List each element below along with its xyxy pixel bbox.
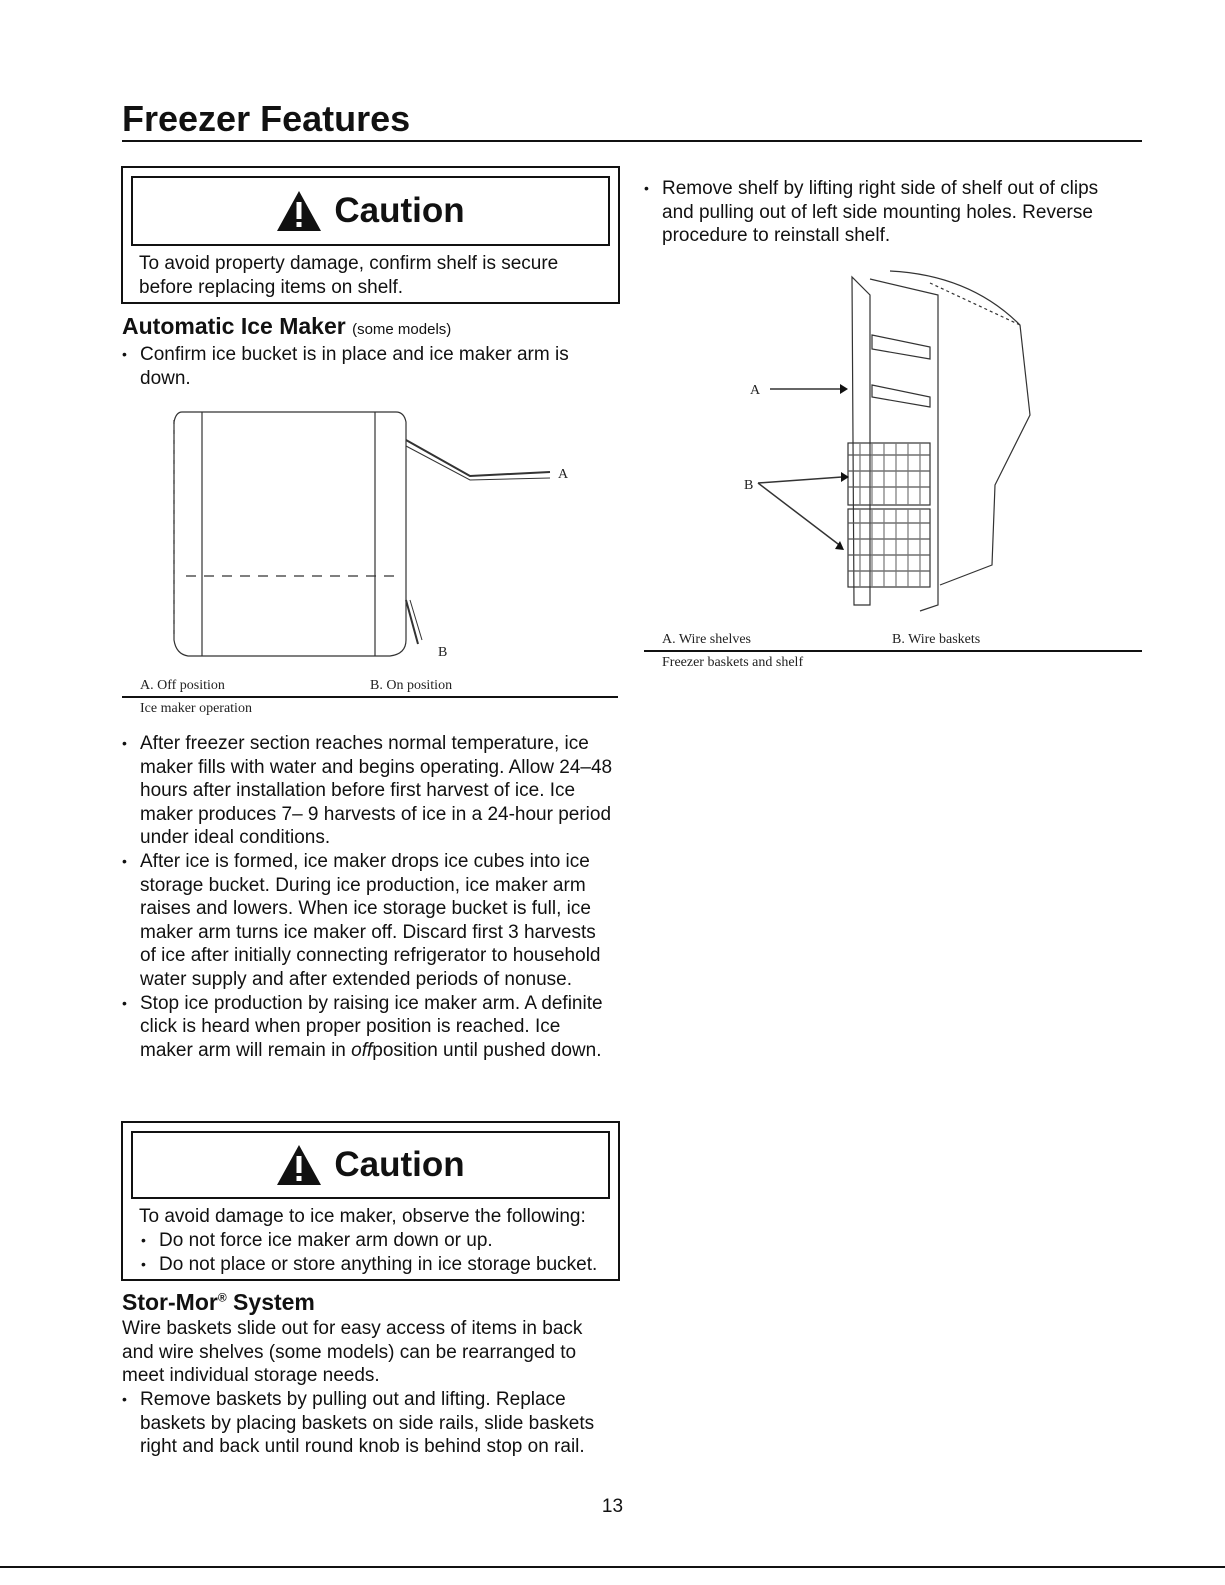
page-number: 13 bbox=[601, 1496, 624, 1517]
off-emphasis: off bbox=[351, 1039, 373, 1061]
figure-caption-a: A. Wire shelves bbox=[662, 632, 751, 647]
diagram-label-a: A bbox=[750, 383, 761, 398]
list-item: • Do not place or store anything in ice storage bucket. bbox=[141, 1253, 611, 1277]
stor-mor-paragraph: Wire baskets slide out for easy access of items in back and wire shelves (some models) can be rearranged to meet individual storage needs. bbox=[122, 1318, 583, 1387]
diagram-label-b: B bbox=[744, 478, 754, 493]
list-item: • Stop ice production by raising ice maker arm. A definite click is heard when proper position is reached. Ice maker arm will remain in offposition until pushed down. bbox=[122, 992, 616, 1063]
figure-rule bbox=[644, 650, 1142, 652]
figure-title: Ice maker operation bbox=[140, 701, 252, 716]
title-rule bbox=[122, 140, 1142, 142]
caution-heading: Caution bbox=[334, 191, 465, 230]
ice-maker-bullets bbox=[122, 732, 616, 1062]
list-item: • Remove shelf by lifting right side of shelf out of clips and pulling out of left side mounting holes. Reverse procedure to reinstall shelf. bbox=[644, 177, 1124, 248]
ice-maker-diagram bbox=[160, 400, 600, 670]
caution-intro: To avoid damage to ice maker, observe the following: bbox=[139, 1206, 586, 1227]
diagram-label-b: B bbox=[438, 645, 448, 660]
caution-header-frame bbox=[131, 1131, 610, 1199]
list-item: • Confirm ice bucket is in place and ice maker arm is down. bbox=[122, 343, 602, 390]
warning-triangle-icon bbox=[276, 190, 322, 232]
stor-mor-bullets bbox=[122, 1388, 622, 1459]
figure-rule bbox=[122, 696, 618, 698]
caution-list bbox=[141, 1229, 611, 1276]
bottom-rule bbox=[0, 1566, 1225, 1568]
list-item: • Remove baskets by pulling out and lifting. Replace baskets by placing baskets on side rails, slide baskets right and back until round knob is behind stop on rail. bbox=[122, 1388, 622, 1459]
list-item: • After ice is formed, ice maker drops ice cubes into ice storage bucket. During ice production, ice maker arm raises and lowers. When ice storage bucket is full, ice maker arm turns ice maker off. Discard first 3 harvests of ice after initially connecting refrigerator to household water supply and after extended periods of nonuse. bbox=[122, 850, 616, 992]
heading-note: (some models) bbox=[352, 321, 452, 338]
diagram-label-a: A bbox=[558, 467, 569, 482]
warning-triangle-icon bbox=[276, 1144, 322, 1186]
stor-mor-heading: Stor-Mor® System bbox=[122, 1289, 315, 1315]
page-title: Freezer Features bbox=[122, 98, 411, 139]
figure-caption-b: B. On position bbox=[370, 678, 453, 693]
ice-maker-heading: Automatic Ice Maker (some models) bbox=[122, 313, 452, 339]
caution-box-ice-maker bbox=[121, 1121, 620, 1281]
caution-heading: Caution bbox=[334, 1145, 465, 1184]
figure-caption-b: B. Wire baskets bbox=[892, 632, 981, 647]
caution-header-frame bbox=[131, 176, 610, 246]
freezer-baskets-diagram bbox=[730, 265, 1060, 625]
caution-box-shelf bbox=[121, 166, 620, 304]
caution-text: To avoid property damage, confirm shelf is secure before replacing items on shelf. bbox=[139, 253, 559, 298]
shelf-removal-list bbox=[644, 177, 1124, 248]
list-item: • Do not force ice maker arm down or up. bbox=[141, 1229, 611, 1253]
figure-caption-a: A. Off position bbox=[140, 678, 225, 693]
ice-maker-confirm-list bbox=[122, 343, 602, 390]
figure-title: Freezer baskets and shelf bbox=[662, 655, 804, 670]
list-item: • After freezer section reaches normal temperature, ice maker fills with water and begins operating. Allow 24–48 hours after installation before first harvest of ice. Ice maker produces 7– 9 harvests of ice in a 24-hour period under ideal conditions. bbox=[122, 732, 616, 850]
